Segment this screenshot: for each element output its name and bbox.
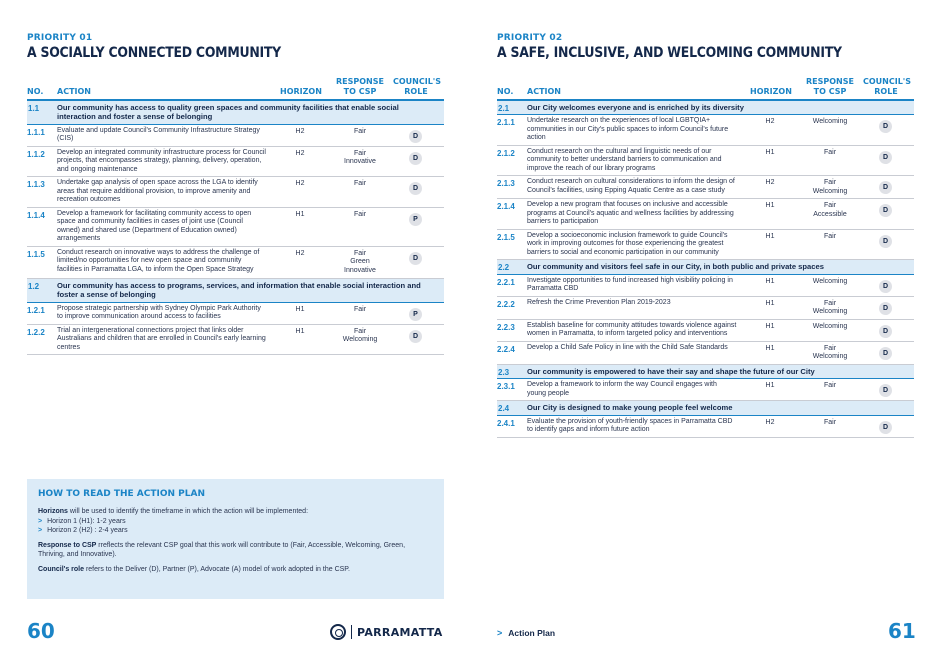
objective-number: 2.4 — [498, 404, 510, 414]
objective-number: 2.2 — [498, 263, 510, 273]
action-text: Refresh the Crime Prevention Plan 2019-2023 — [527, 298, 671, 306]
header-role: COUNCIL'S ROLE — [393, 77, 442, 96]
horizon-value: H1 — [765, 299, 775, 307]
header-no: NO. — [27, 87, 44, 96]
horizon-value: H2 — [765, 418, 775, 426]
header-csp: RESPONSE TO CSP — [336, 77, 384, 96]
csp-value: Fair — [823, 418, 837, 426]
objective-text: Our community has access to quality green spaces and community facilities that enable social interaction and foster a sense of belonging — [57, 103, 399, 122]
action-text: Evaluate the provision of youth-friendly spaces in Parramatta CBD to identify gaps and inform future action — [527, 417, 733, 434]
horizon-value: H2 — [295, 249, 305, 257]
action-number: 2.3.1 — [497, 382, 515, 392]
logo-wordmark: PARRAMATTA — [357, 625, 443, 639]
action-number: 1.2.1 — [27, 305, 45, 315]
action-row — [497, 115, 914, 146]
action-table — [27, 73, 444, 355]
horizon-2-item: > Horizon 2 (H2) : 2-4 years — [38, 527, 128, 534]
action-row — [497, 230, 914, 261]
council-role-badge: P — [409, 213, 422, 226]
action-row — [497, 320, 914, 342]
chevron-icon: > — [497, 628, 503, 638]
council-role-badge: D — [409, 152, 422, 165]
objective-number: 1.2 — [28, 281, 40, 291]
action-row — [27, 177, 444, 208]
council-role-badge: D — [879, 235, 892, 248]
horizon-value: H2 — [765, 179, 775, 187]
action-row — [27, 325, 444, 356]
objective-row — [27, 279, 444, 303]
action-text: Develop a Child Safe Policy in line with the Child Safe Standards — [527, 343, 728, 351]
objective-row — [497, 401, 914, 415]
action-number: 1.1.4 — [27, 210, 45, 220]
action-number: 2.2.2 — [497, 299, 515, 309]
horizon-value: H1 — [295, 327, 305, 335]
action-text: Undertake gap analysis of open space across the LGA to identify areas that require additional provision, to improve amenity and recreation outcomes — [57, 179, 258, 204]
action-row — [497, 342, 914, 365]
header-no: NO. — [497, 87, 514, 96]
council-role-badge: D — [879, 347, 892, 360]
action-row — [27, 247, 444, 279]
action-number: 2.2.1 — [497, 277, 515, 287]
priority-label: PRIORITY 02 — [497, 33, 563, 43]
action-row — [497, 416, 914, 438]
council-role-badge: D — [879, 181, 892, 194]
horizon-value: H1 — [295, 305, 305, 313]
header-role: COUNCIL'S ROLE — [863, 77, 912, 96]
horizon-value: H1 — [765, 202, 775, 210]
csp-value: Fair — [353, 210, 367, 218]
csp-value: Fair Welcoming — [812, 299, 848, 316]
header-horizon: HORIZON — [750, 87, 792, 96]
action-row — [497, 275, 914, 297]
action-text: Conduct research on cultural considerations to inform the design of Council's facilities, using Epping Aquatic Centre as a case study — [527, 178, 735, 194]
header-csp: RESPONSE TO CSP — [806, 77, 854, 96]
objective-text: Our City welcomes everyone and is enriched by its diversity — [527, 103, 744, 112]
horizons-paragraph: Horizons will be used to identify the timeframe in which the action will be implemented: — [38, 508, 309, 515]
council-role-badge: D — [879, 325, 892, 338]
header-action: ACTION — [527, 87, 561, 96]
footer-section-label: > Action Plan — [497, 628, 556, 638]
council-role-badge: D — [879, 421, 892, 434]
horizon-value: H1 — [765, 232, 775, 240]
right-page — [470, 0, 940, 665]
action-text: Develop a framework for facilitating community access to open space and community facilities in cases of joint use (Council owned) and shared use (Department of Education owned) arrangements — [57, 209, 252, 243]
objective-row — [497, 101, 914, 115]
action-row — [497, 146, 914, 177]
table-header — [497, 73, 914, 99]
horizon-value: H1 — [765, 322, 775, 330]
objective-text: Our City is designed to make young people feel welcome — [527, 403, 733, 413]
csp-value: Fair Innovative — [344, 149, 376, 166]
council-role-badge: D — [409, 182, 422, 195]
action-row — [497, 176, 914, 199]
council-seal-icon — [330, 624, 346, 640]
action-text: Propose strategic partnership with Sydney Olympic Park Authority to improve communication around access to facilities — [57, 304, 261, 321]
horizon-value: H1 — [765, 344, 775, 352]
objective-row — [497, 365, 914, 379]
csp-value: Fair Welcoming — [812, 179, 848, 195]
action-row — [27, 208, 444, 247]
csp-value: Welcoming — [812, 277, 848, 285]
action-number: 2.1.2 — [497, 148, 515, 158]
council-role-badge: D — [879, 151, 892, 164]
action-row — [497, 199, 914, 230]
csp-paragraph: Response to CSP rreflects the relevant CSP goal that this work will contribute to (Fair, Accessible, Welcoming, Green, Thriving, and Innovative). — [38, 541, 406, 558]
horizon-value: H2 — [295, 180, 305, 188]
horizon-value: H1 — [765, 148, 775, 156]
horizon-value: H2 — [295, 149, 305, 157]
horizon-value: H1 — [765, 277, 775, 285]
council-role-badge: D — [879, 204, 892, 217]
action-text: Develop an integrated community infrastructure process for Council projects, that encompasses strategy, planning, delivery, operation, and ongoing maintenance — [57, 148, 266, 173]
action-text: Establish baseline for community attitudes towards violence against women in Parramatta, to inform targeted policy and interventions — [527, 321, 737, 338]
action-number: 1.2.2 — [27, 327, 45, 337]
horizon-value: H1 — [765, 382, 775, 390]
objective-text: Our community has access to programs, services, and information that enable social interaction and foster a sense of belonging — [57, 280, 421, 300]
header-action: ACTION — [57, 87, 91, 96]
council-role-badge: D — [879, 120, 892, 133]
objective-number: 1.1 — [28, 104, 40, 113]
action-row — [27, 303, 444, 325]
council-role-badge: D — [409, 252, 422, 265]
chevron-icon: > — [38, 517, 43, 525]
csp-value: Fair — [823, 232, 837, 240]
action-number: 2.1.4 — [497, 202, 515, 212]
action-row — [27, 147, 444, 178]
csp-value: Fair — [823, 148, 837, 156]
action-number: 2.1.1 — [497, 118, 515, 128]
csp-value: Fair Welcoming — [812, 344, 848, 361]
action-number: 2.2.3 — [497, 322, 515, 332]
action-table — [497, 73, 914, 438]
objective-number: 2.1 — [498, 104, 510, 113]
how-to-read-panel — [27, 479, 444, 599]
horizon-value: H1 — [295, 210, 305, 218]
action-text: Investigate opportunities to fund increased high visibility policing in Parramatta CBD — [527, 276, 733, 293]
objective-text: Our community is empowered to have their say and shape the future of our City — [527, 366, 815, 376]
priority-title: A SOCIALLY CONNECTED COMMUNITY — [27, 45, 281, 61]
action-text: Evaluate and update Council's Community Infrastructure Strategy (CIS) — [57, 126, 260, 143]
parramatta-logo — [330, 624, 443, 640]
csp-value: Fair Welcoming — [342, 327, 378, 344]
table-body — [27, 101, 444, 355]
objective-row — [27, 101, 444, 125]
objective-text: Our community and visitors feel safe in our City, in both public and private spaces — [527, 262, 824, 272]
page-number: 60 — [27, 619, 55, 643]
how-to-heading: HOW TO READ THE ACTION PLAN — [38, 489, 205, 499]
objective-number: 2.3 — [498, 367, 510, 377]
csp-value: Fair — [353, 127, 367, 135]
csp-value: Fair — [823, 382, 837, 390]
council-role-badge: D — [879, 302, 892, 315]
action-number: 1.1.2 — [27, 149, 45, 159]
action-number: 1.1.5 — [27, 249, 45, 259]
csp-value: Fair — [353, 180, 367, 188]
horizon-value: H2 — [295, 127, 305, 135]
csp-value: Fair — [353, 305, 367, 313]
priority-title: A SAFE, INCLUSIVE, AND WELCOMING COMMUNITY — [497, 45, 842, 61]
action-number: 2.1.3 — [497, 179, 515, 189]
action-row — [27, 125, 444, 147]
csp-value: Welcoming — [812, 322, 848, 330]
action-number: 2.4.1 — [497, 418, 515, 428]
table-body — [497, 101, 914, 438]
action-row — [497, 297, 914, 320]
council-role-badge: P — [409, 308, 422, 321]
action-text: Develop a socioeconomic inclusion framework to guide Council's work in improving outcomes for those experiencing the greatest barriers to social and economic participation in our community — [527, 231, 728, 256]
council-role-badge: D — [409, 130, 422, 143]
header-horizon: HORIZON — [280, 87, 322, 96]
csp-value: Welcoming — [812, 118, 848, 126]
table-header — [27, 73, 444, 99]
council-role-badge: D — [409, 330, 422, 343]
action-number: 2.1.5 — [497, 232, 515, 242]
action-row — [497, 379, 914, 401]
action-text: Conduct research on innovative ways to address the challenge of limited/no opportunities for new open space and community facilities in Parramatta LGA, to inform the Open Space Strategy — [57, 248, 260, 273]
role-paragraph: Council's role refers to the Deliver (D), Partner (P), Advocate (A) model of work adopted in the CSP. — [38, 565, 351, 573]
horizon-1-item: > Horizon 1 (H1): 1-2 years — [38, 517, 126, 525]
council-role-badge: D — [879, 384, 892, 397]
csp-value: Fair Accessible — [813, 202, 847, 218]
chevron-icon: > — [38, 527, 43, 534]
priority-label: PRIORITY 01 — [27, 33, 93, 43]
action-number: 2.2.4 — [497, 344, 515, 354]
action-text: Develop a new program that focuses on inclusive and accessible programs at Council's aquatic and wellness facilities by addressing barriers to participation — [527, 201, 734, 226]
council-role-badge: D — [879, 280, 892, 293]
action-number: 1.1.3 — [27, 180, 45, 190]
action-number: 1.1.1 — [27, 127, 45, 137]
csp-value: Fair Green Innovative — [344, 249, 376, 274]
action-text: Conduct research on the cultural and linguistic needs of our community to better understand barriers to communication and improve the reach of our library programs — [527, 147, 722, 172]
objective-row — [497, 260, 914, 274]
horizon-value: H2 — [765, 118, 775, 126]
action-text: Develop a framework to inform the way Council engages with young people — [527, 381, 717, 397]
action-text: Undertake research on the experiences of local LGBTQIA+ communities in our City's public spaces to inform Council's future action — [527, 117, 729, 142]
action-text: Trial an intergenerational connections project that links older Australians and children that are enrolled in Council's early learning centres — [57, 326, 266, 351]
page-number: 61 — [888, 619, 916, 643]
